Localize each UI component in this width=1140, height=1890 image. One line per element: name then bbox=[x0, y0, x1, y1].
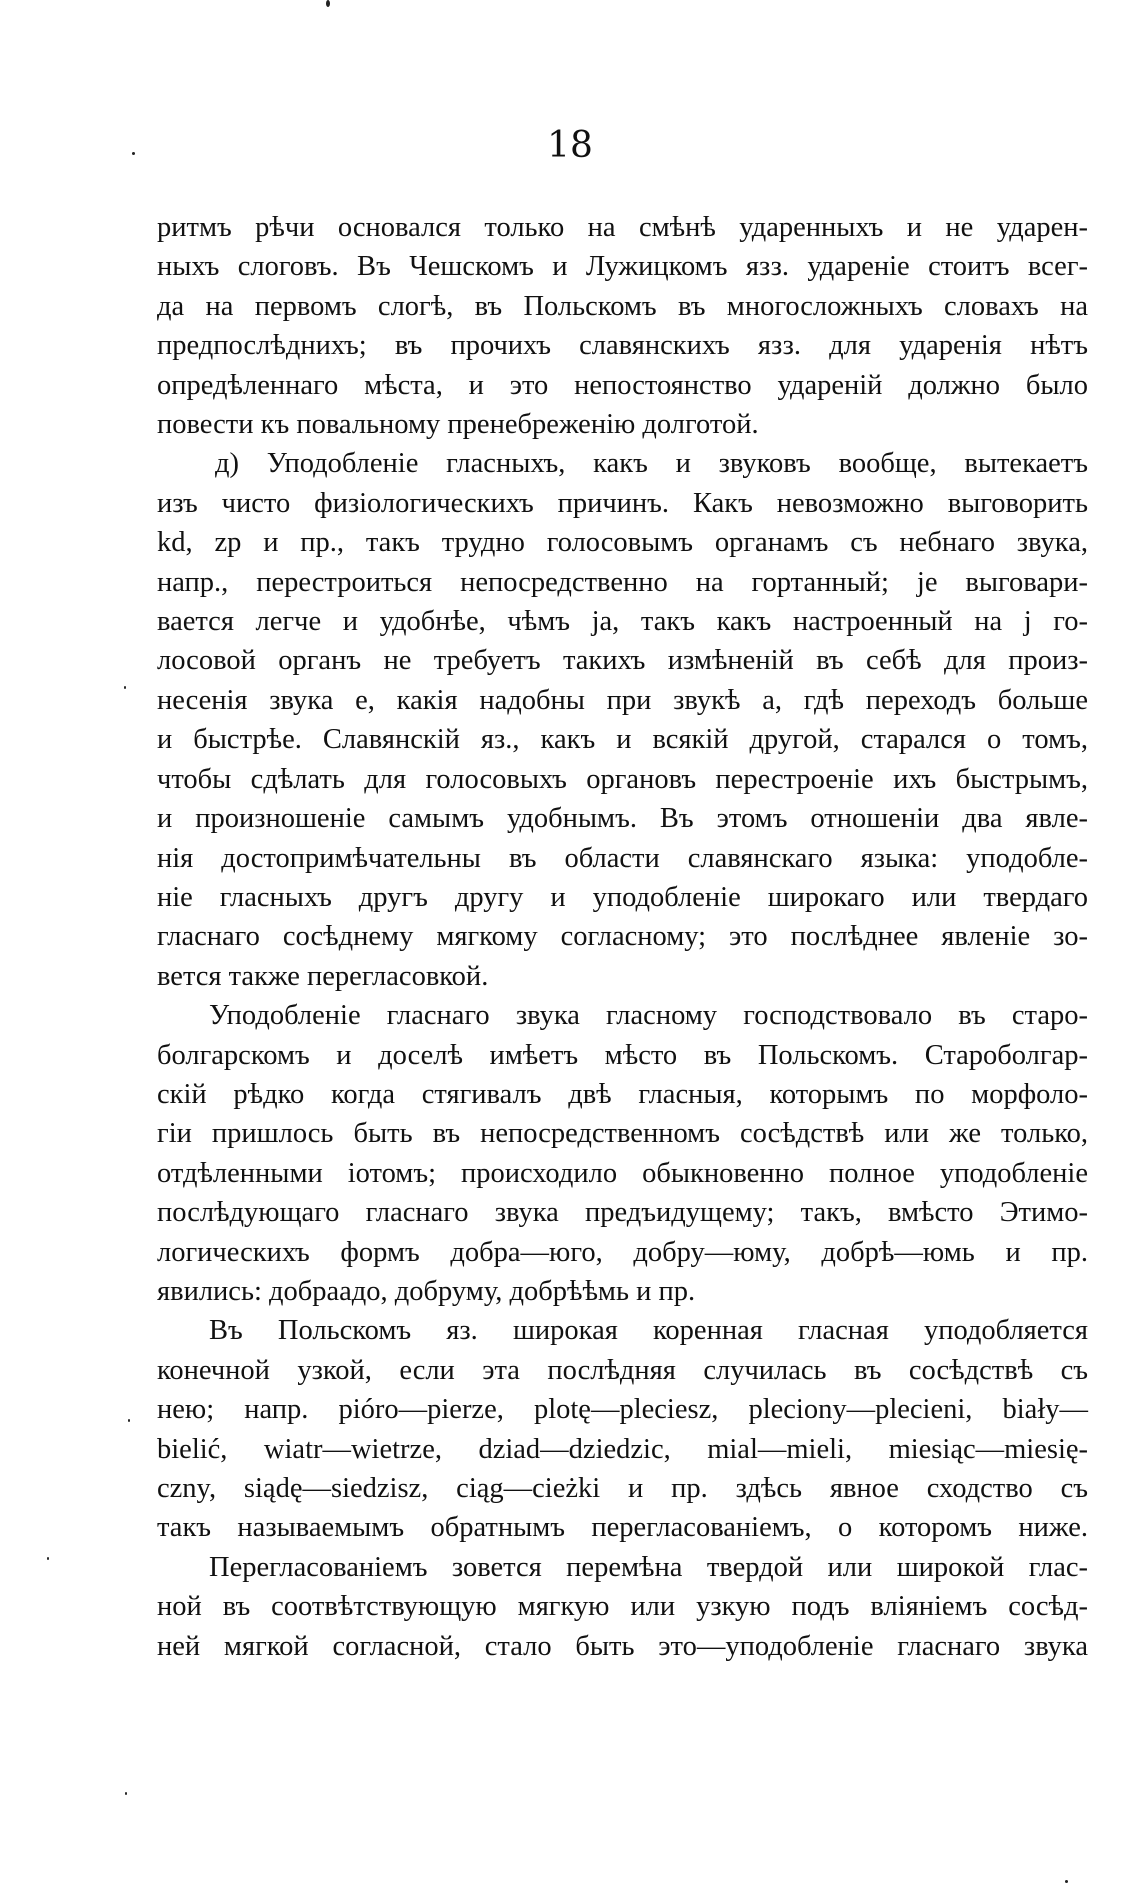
scan-speck bbox=[124, 686, 126, 689]
text-line: да на первомъ слогѣ, въ Польскомъ въ многосложныхъ словахъ на bbox=[157, 290, 1088, 322]
scan-speck bbox=[47, 1557, 49, 1560]
text-line: отдѣленными іотомъ; происходило обыкновенно полное уподобленіе bbox=[157, 1157, 1088, 1189]
text-line: предпослѣднихъ; въ прочихъ славянскихъ язз. для ударенія нѣтъ bbox=[157, 330, 1088, 362]
text-line: ной въ соотвѣтствующую мягкую или узкую подъ вліяніемъ сосѣд- bbox=[157, 1591, 1088, 1623]
text-line: лосовой органъ не требуетъ такихъ измѣненій въ себѣ для произ- bbox=[157, 645, 1088, 677]
text-line: чтобы сдѣлать для голосовыхъ органовъ перестроеніе ихъ быстрымъ, bbox=[157, 763, 1088, 795]
scan-speck bbox=[326, 0, 330, 7]
text-line: д) Уподобленіе гласныхъ, какъ и звуковъ вообще, вытекаетъ bbox=[215, 448, 1088, 480]
text-line: ней мягкой согласной, стало быть это—уподобленіе гласнаго звука bbox=[157, 1630, 1088, 1662]
text-line: напр., перестроиться непосредственно на гортанный; je выговари- bbox=[157, 566, 1088, 598]
text-line: болгарскомъ и доселѣ имѣетъ мѣсто въ Польскомъ. Староболгар- bbox=[157, 1039, 1088, 1071]
text-line: kd, zp и пр., такъ трудно голосовымъ органамъ съ небнаго звука, bbox=[157, 527, 1088, 559]
text-line: ныхъ слоговъ. Въ Чешскомъ и Лужицкомъ язз. удареніе стоитъ всег- bbox=[157, 251, 1088, 283]
text-line: опредѣленнаго мѣста, и это непостоянство удареній должно было bbox=[157, 369, 1088, 401]
body-text bbox=[157, 208, 1088, 1666]
text-line: нею; напр. pióro—pierze, plotę—pleciesz, pleciony—plecieni, biały— bbox=[157, 1394, 1088, 1426]
scan-speck bbox=[132, 152, 135, 155]
text-line: и произношеніе самымъ удобнымъ. Въ этомъ отношеніи два явле- bbox=[157, 803, 1088, 835]
text-line: вается легче и удобнѣе, чѣмъ ja, такъ какъ настроенный на j го- bbox=[157, 606, 1088, 638]
text-line: Въ Польскомъ яз. широкая коренная гласная уподобляется bbox=[209, 1315, 1088, 1347]
text-line: и быстрѣе. Славянскій яз., какъ и всякій другой, старался о томъ, bbox=[157, 724, 1088, 756]
text-line: послѣдующаго гласнаго звука предъидущему; такъ, вмѣсто Этимо- bbox=[157, 1197, 1088, 1229]
text-line: вется также перегласовкой. bbox=[157, 960, 489, 992]
scan-speck bbox=[128, 1419, 130, 1422]
text-line: ніе гласныхъ другъ другу и уподобленіе широкаго или твердаго bbox=[157, 881, 1088, 913]
text-line: гіи пришлось быть въ непосредственномъ сосѣдствѣ или же только, bbox=[157, 1118, 1088, 1150]
text-line: гласнаго сосѣднему мягкому согласному; это послѣднее явленіе зо- bbox=[157, 921, 1088, 953]
text-line: bielić, wiatr—wietrze, dziad—dziedzic, mial—mieli, miesiąc—miesię- bbox=[157, 1433, 1088, 1465]
text-line: Перегласованіемъ зовется перемѣна твердой или широкой глас- bbox=[209, 1551, 1088, 1583]
scan-speck bbox=[125, 1792, 127, 1795]
text-line: изъ чисто физіологическихъ причинъ. Какъ невозможно выговорить bbox=[157, 487, 1088, 519]
text-line: несенія звука e, какія надобны при звукѣ a, гдѣ переходъ больше bbox=[157, 684, 1088, 716]
text-line: явились: добраадо, добруму, добрѣѣмь и пр. bbox=[157, 1275, 696, 1307]
text-line: повести къ повальному пренебреженію долготой. bbox=[157, 409, 759, 441]
text-line: скій рѣдко когда стягивалъ двѣ гласныя, которымъ по морфоло- bbox=[157, 1078, 1088, 1110]
text-line: нія достопримѣчательны въ области славянскаго языка: уподобле- bbox=[157, 842, 1088, 874]
text-line: ритмъ рѣчи основался только на смѣнѣ ударенныхъ и не ударен- bbox=[157, 212, 1088, 243]
page-number: 18 bbox=[547, 125, 593, 166]
text-line: Уподобленіе гласнаго звука гласному господствовало въ старо- bbox=[209, 1000, 1088, 1032]
text-line: конечной узкой, если эта послѣдняя случилась въ сосѣдствѣ съ bbox=[157, 1354, 1088, 1386]
text-line: логическихъ формъ добра—юго, добру—юму, добрѣ—юмь и пр. bbox=[157, 1236, 1088, 1268]
scan-speck bbox=[1065, 1880, 1068, 1883]
text-line: czny, siądę—siedzisz, ciąg—cieżki и пр. здѣсь явное сходство съ bbox=[157, 1473, 1088, 1504]
text-line: такъ называемымъ обратнымъ перегласованіемъ, о которомъ ниже. bbox=[157, 1512, 1088, 1544]
